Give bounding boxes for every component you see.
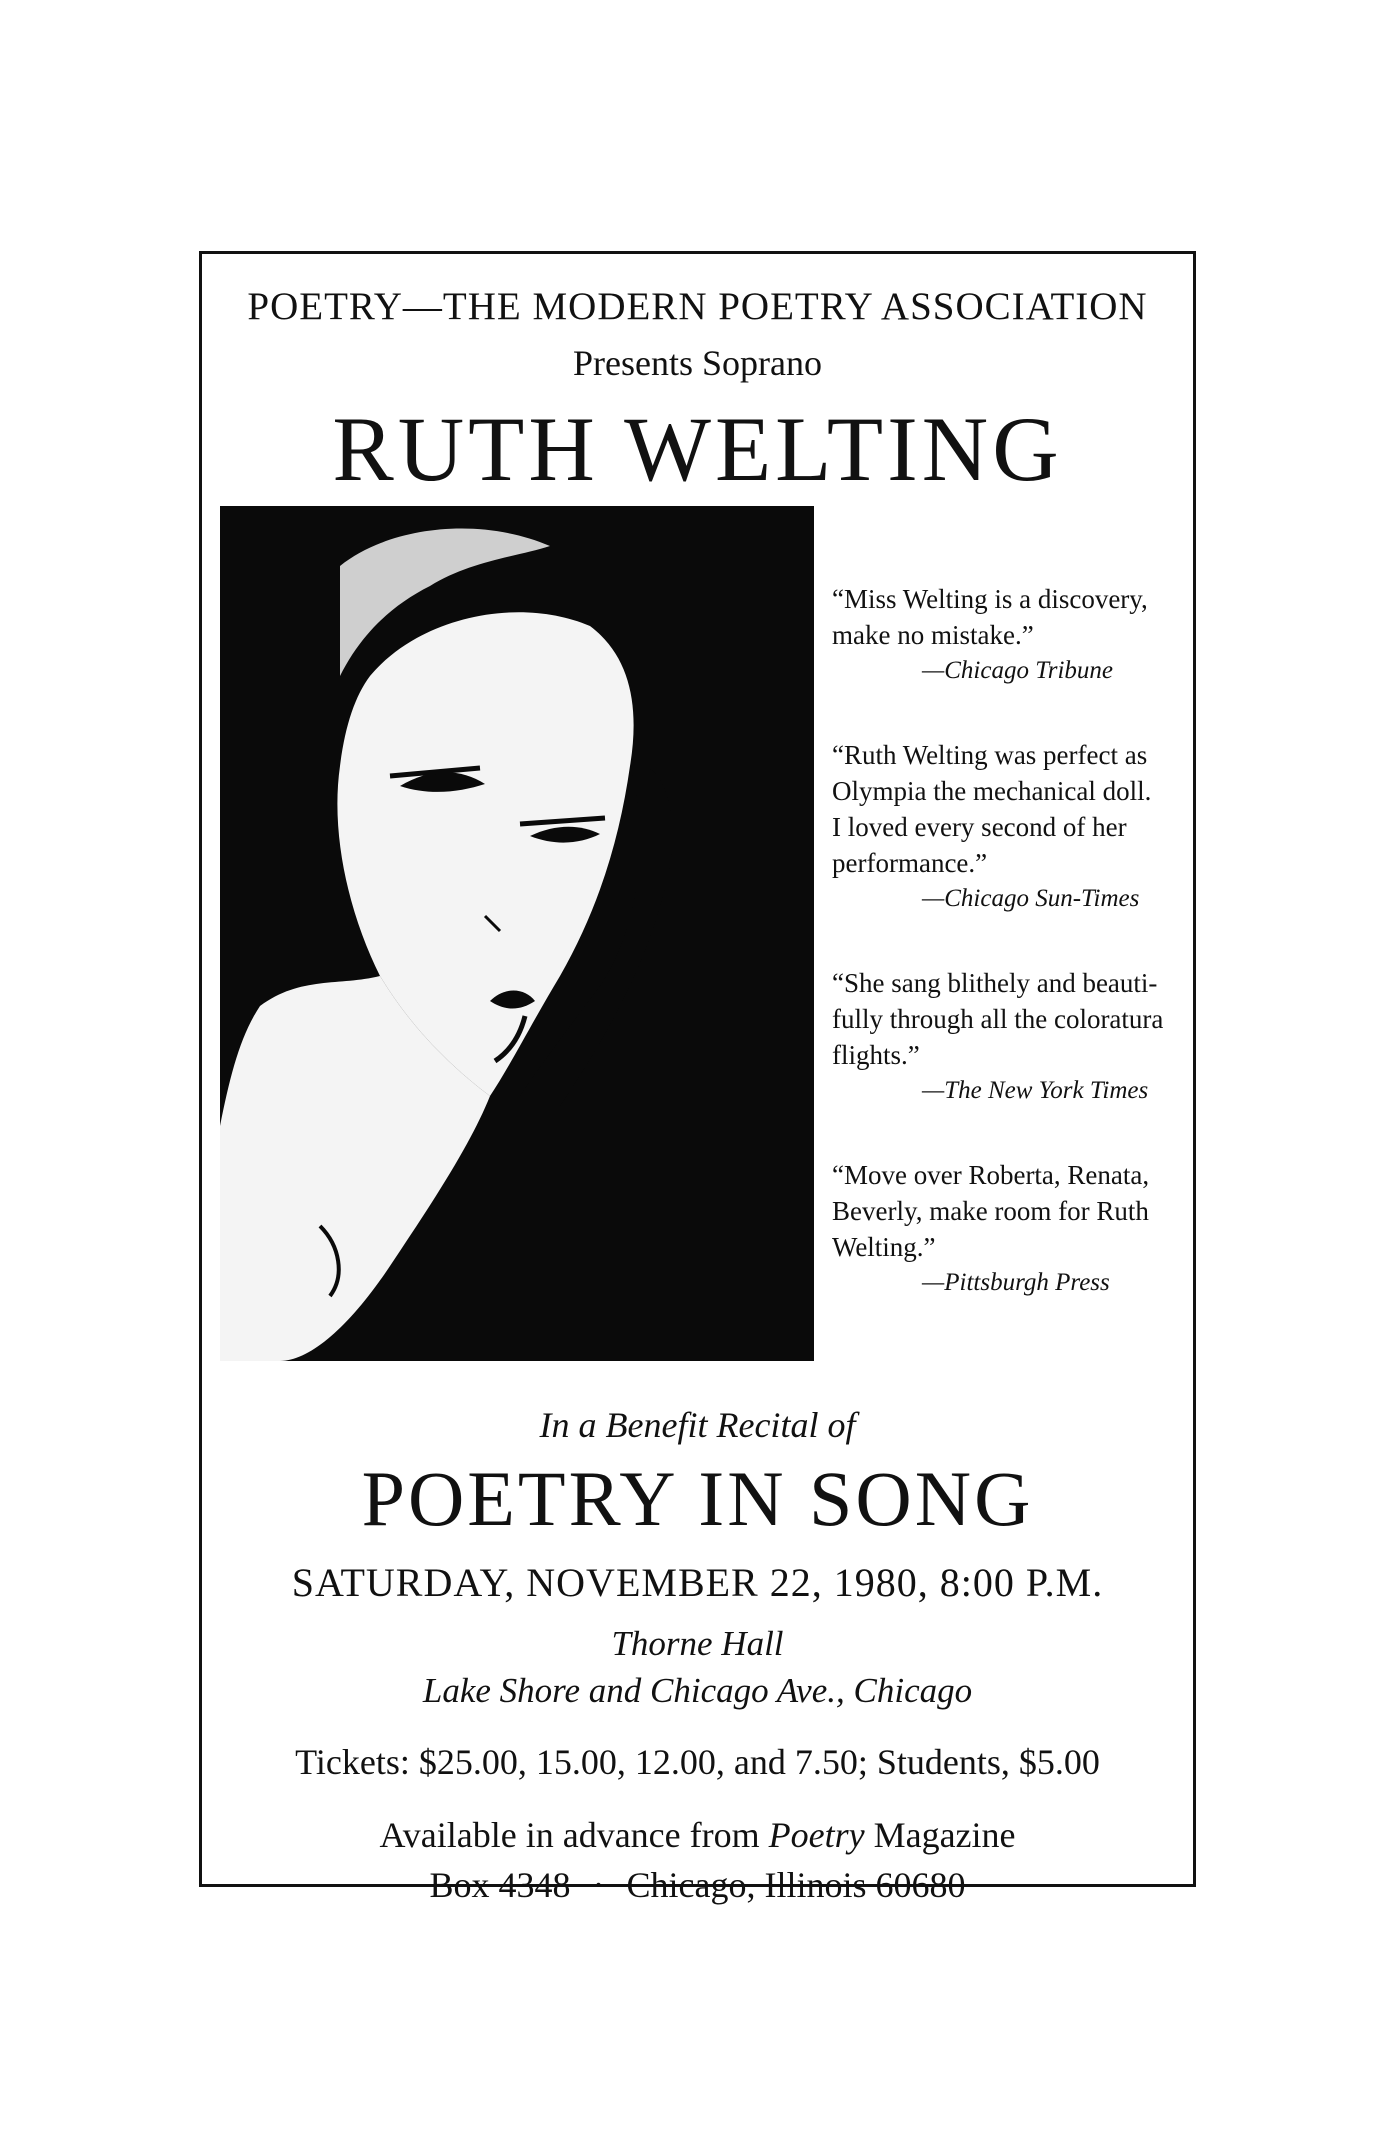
portrait-photo — [220, 506, 814, 1361]
event-address: Lake Shore and Chicago Ave., Chicago — [422, 1671, 973, 1710]
availability-suffix: Magazine — [864, 1815, 1016, 1855]
artist-name: RUTH WELTING — [332, 398, 1063, 500]
po-box: Box 4348 — [429, 1865, 571, 1905]
organization-name: POETRY—THE MODERN POETRY ASSOCIATION — [247, 285, 1148, 328]
quote-item — [832, 1157, 1182, 1301]
quote-item — [832, 581, 1182, 689]
ticket-prices: Tickets: $25.00, 15.00, 12.00, and 7.50; Students, $5.00 — [295, 1742, 1100, 1782]
event-date: SATURDAY, NOVEMBER 22, 1980, 8:00 P.M. — [291, 1560, 1104, 1605]
quote-item — [832, 965, 1182, 1109]
quote-source: —Chicago Sun-Times — [922, 885, 1140, 912]
magazine-name: Poetry — [768, 1815, 865, 1855]
quote-text: “Miss Welting is a discovery, make no mistake.” — [832, 584, 1148, 650]
portrait-illustration — [220, 506, 814, 1361]
quote-text: “She sang blithely and beauti- fully through all the coloratura flights.” — [832, 968, 1164, 1070]
quote-item — [832, 737, 1182, 917]
quote-text: “Move over Roberta, Renata, Beverly, make room for Ruth Welting.” — [832, 1160, 1150, 1262]
event-venue: Thorne Hall — [611, 1624, 784, 1663]
availability-prefix: Available in advance from — [379, 1815, 769, 1855]
availability-line — [202, 1814, 1193, 1856]
city-zip: Chicago, Illinois 60680 — [626, 1865, 966, 1905]
benefit-line: In a Benefit Recital of — [539, 1405, 856, 1445]
poster-frame — [199, 251, 1196, 1905]
mailing-address — [202, 1864, 1193, 1906]
event-title: POETRY IN SONG — [361, 1455, 1034, 1542]
quote-source: —Pittsburgh Press — [922, 1269, 1110, 1296]
quote-text: “Ruth Welting was perfect as Olympia the mechanical doll. I loved every second of her performance.” — [832, 740, 1152, 878]
quote-source: —The New York Times — [922, 1077, 1149, 1104]
press-quotes — [832, 581, 1182, 1349]
quote-source: —Chicago Tribune — [922, 657, 1113, 684]
presents-line: Presents Soprano — [573, 343, 822, 383]
separator-dot: · — [592, 1865, 605, 1905]
